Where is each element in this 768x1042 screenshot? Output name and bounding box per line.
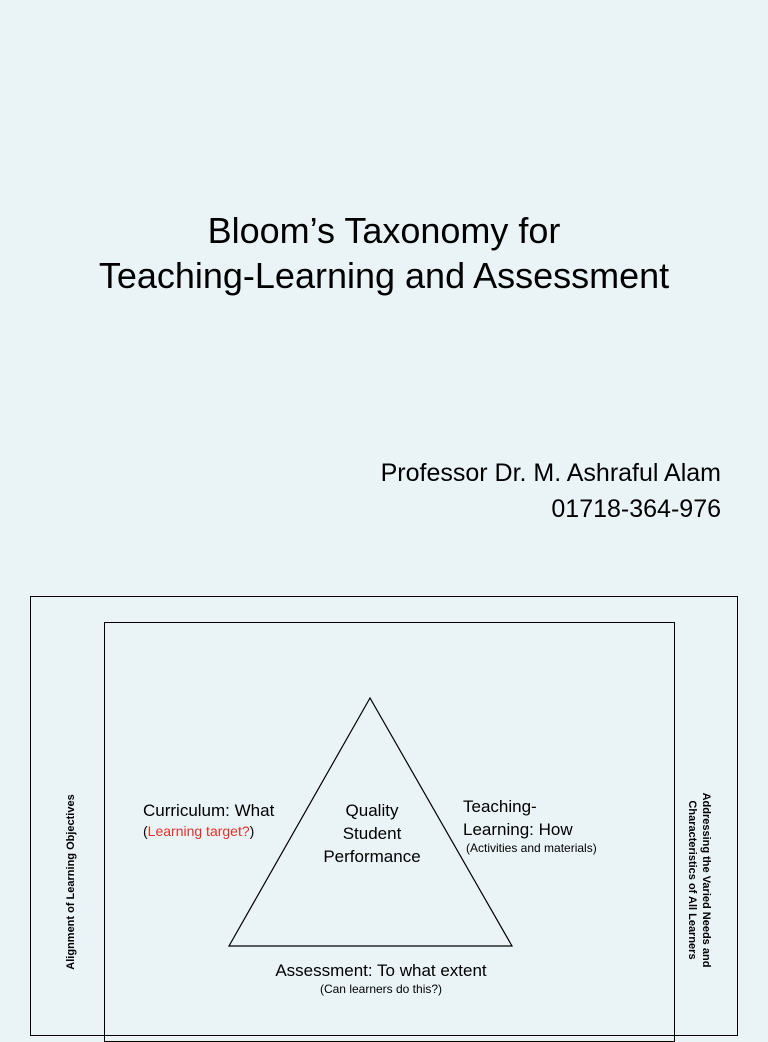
center-label — [312, 799, 432, 868]
right-side-label-line-1: Addressing the Varied Needs and — [700, 792, 712, 968]
teaching-line-2: Learning: How — [463, 820, 573, 839]
center-label-line-3: Performance — [323, 847, 421, 866]
teaching-subtitle: (Activities and materials) — [466, 841, 597, 855]
curriculum-subtitle — [143, 822, 274, 840]
curriculum-sub-close: ) — [249, 823, 255, 839]
author-phone: 01718-364-976 — [551, 495, 721, 523]
curriculum-label — [143, 800, 274, 840]
assessment-title: Assessment: To what extent — [275, 961, 487, 980]
assessment-subtitle: (Can learners do this?) — [319, 982, 443, 996]
center-label-line-2: Student — [342, 824, 402, 843]
teaching-label — [463, 795, 597, 855]
right-side-label-line-2: Characteristics of All Learners — [686, 800, 698, 960]
learning-target-text: Learning target? — [147, 823, 250, 839]
title-line-1: Bloom’s Taxonomy for — [207, 210, 561, 251]
left-side-label: Alignment of Learning Objectives — [65, 794, 77, 970]
assessment-label — [0, 960, 762, 996]
author-name: Professor Dr. M. Ashraful Alam — [380, 459, 721, 487]
teaching-line-1: Teaching- — [463, 797, 537, 816]
curriculum-title: Curriculum: What — [143, 801, 275, 820]
curriculum-sub-open: ( — [143, 823, 148, 839]
right-side-label — [685, 793, 713, 968]
center-label-line-1: Quality — [345, 801, 399, 820]
title-line-2: Teaching-Learning and Assessment — [98, 255, 670, 296]
